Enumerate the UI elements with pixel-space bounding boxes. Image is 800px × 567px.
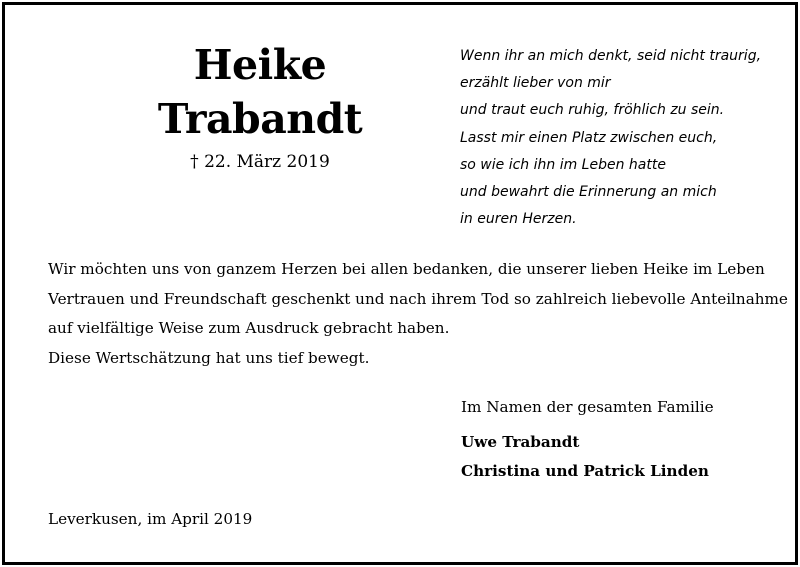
deceased-last-name: Trabandt bbox=[157, 95, 363, 143]
message-line: Wir möchten uns von ganzem Herzen bei allen bedanken, die unserer lieben Heike im Leben bbox=[48, 260, 765, 278]
obituary-card bbox=[2, 2, 798, 565]
signer-name: Christina und Patrick Linden bbox=[461, 462, 709, 480]
message-line: auf vielfältige Weise zum Ausdruck gebracht haben. bbox=[48, 319, 450, 337]
deceased-first-name: Heike bbox=[193, 41, 327, 89]
message-line: Diese Wertschätzung hat uns tief bewegt. bbox=[48, 348, 370, 367]
thank-you-message bbox=[48, 255, 788, 373]
message-line: Vertrauen und Freundschaft geschenkt und nach ihrem Tod so zahlreich liebevolle Anteilnahme bbox=[48, 289, 788, 308]
poem-line: und traut euch ruhig, fröhlich zu sein. bbox=[460, 102, 725, 119]
poem-line: in euren Herzen. bbox=[460, 211, 577, 228]
poem-line: erzählt lieber von mir bbox=[460, 75, 611, 92]
poem-line: und bewahrt die Erinnerung an mich bbox=[460, 184, 717, 201]
poem-line: Lasst mir einen Platz zwischen euch, bbox=[460, 129, 718, 146]
poem-line: Wenn ihr an mich denkt, seid nicht traurig, bbox=[460, 48, 762, 64]
signer-name: Uwe Trabandt bbox=[461, 433, 580, 451]
death-date: † 22. März 2019 bbox=[190, 152, 330, 172]
poem-line: so wie ich ihn im Leben hatte bbox=[460, 156, 666, 173]
place-and-date: Leverkusen, im April 2019 bbox=[48, 510, 253, 528]
closing-phrase: Im Namen der gesamten Familie bbox=[461, 398, 714, 416]
poem bbox=[460, 43, 790, 233]
